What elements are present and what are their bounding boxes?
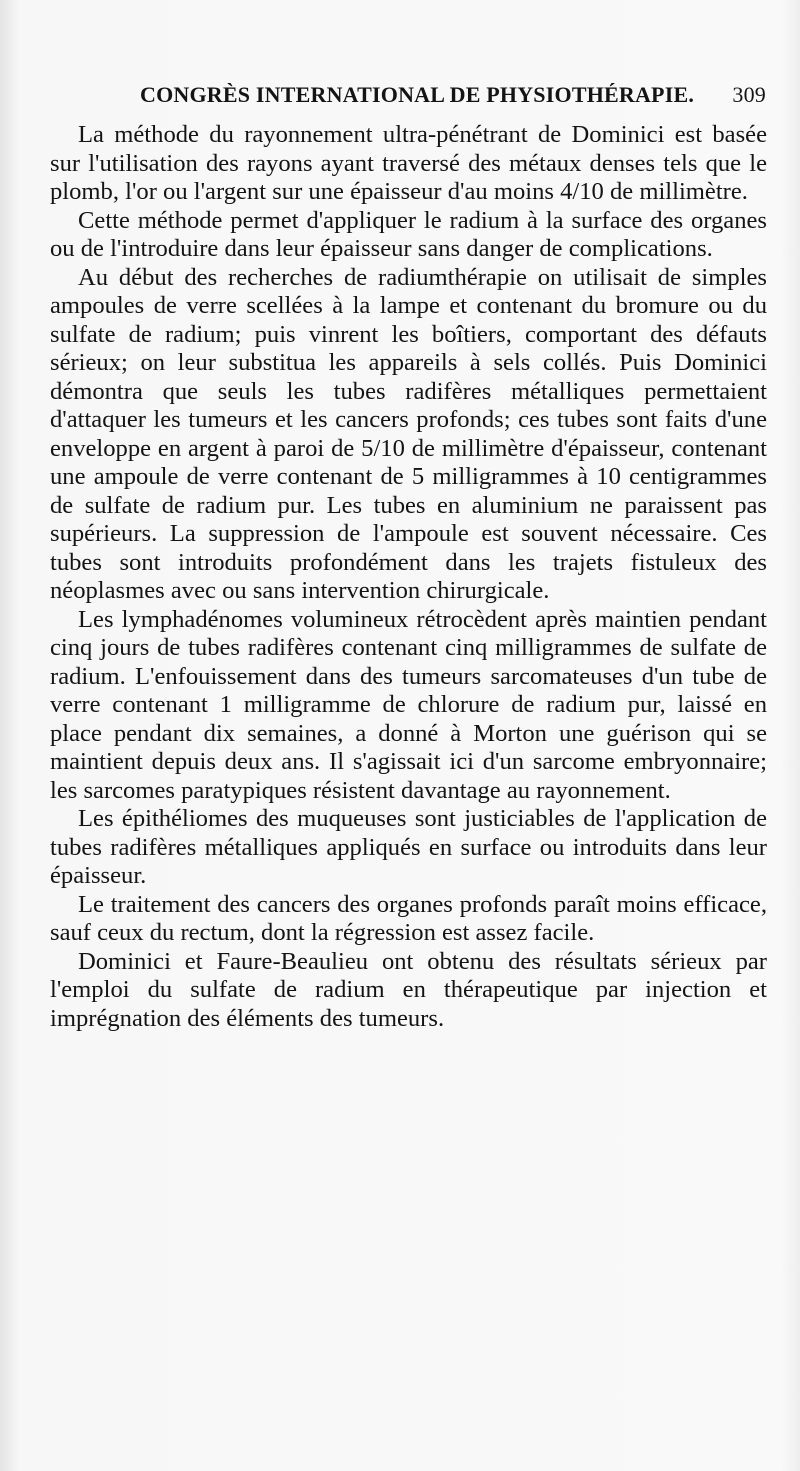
body-text [50, 121, 767, 1033]
paragraph: Cette méthode permet d'appliquer le radium à la surface des organes ou de l'introduire dans leur épaisseur sans danger de complications. [50, 206, 767, 262]
paragraph: Le traitement des cancers des organes profonds paraît moins efficace, sauf ceux du rectum, dont la régression est assez facile. [50, 890, 767, 946]
running-title: CONGRÈS INTERNATIONAL DE PHYSIOTHÉRAPIE. [140, 82, 695, 107]
running-head [140, 82, 766, 112]
paragraph: Au début des recherches de radiumthérapie on utilisait de simples ampoules de verre scellées à la lampe et contenant du bromure ou du sulfate de radium; puis vinrent les boîtiers, comportant des défauts sérieux; on leur substitua les appareils à sels collés. Puis Dominici démontra que seuls les tubes radifères métalliques permettaient d'attaquer les tumeurs et les cancers profonds; ces tubes sont faits d'une enveloppe en argent à paroi de 5/10 de millimètre d'épaisseur, contenant une ampoule de verre contenant de 5 milligrammes à 10 centigrammes de sulfate de radium pur. Les tubes en aluminium ne paraissent pas supérieurs. La suppression de l'ampoule est souvent nécessaire. Ces tubes sont introduits profondément dans les trajets fistuleux des néoplasmes avec ou sans intervention chirurgicale. [50, 263, 767, 604]
paragraph: Dominici et Faure-Beaulieu ont obtenu des résultats sérieux par l'emploi du sulfate de radium en thérapeutique par injection et imprégnation des éléments des tumeurs. [50, 947, 767, 1032]
paragraph: Les épithéliomes des muqueuses sont justiciables de l'application de tubes radifères métalliques appliqués en surface ou introduits dans leur épaisseur. [50, 805, 767, 889]
page-number: 309 [732, 82, 766, 107]
paragraph: La méthode du rayonnement ultra-pénétrant de Dominici est basée sur l'utilisation des rayons ayant traversé des métaux denses tels que le plomb, l'or ou l'argent sur une épaisseur d'au moins 4/10 de millimètre. [50, 121, 767, 205]
paragraph: Les lymphadénomes volumineux rétrocèdent après maintien pendant cinq jours de tubes radifères contenant cinq milligrammes de sulfate de radium. L'enfouissement dans des tumeurs sarcomateuses d'un tube de verre contenant 1 milligramme de chlorure de radium pur, laissé en place pendant dix semaines, a donné à Morton une guérison qui se maintient depuis deux ans. Il s'agissait ici d'un sarcome embryonnaire; les sarcomes paratypiques résistent davantage au rayonnement. [50, 605, 767, 804]
